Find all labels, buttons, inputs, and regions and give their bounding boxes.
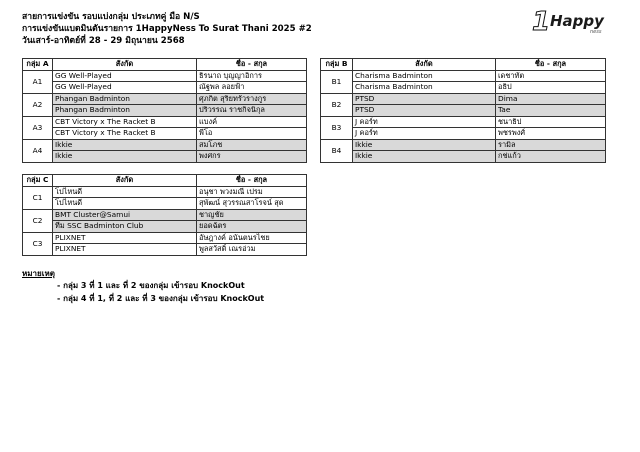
group-label: A3: [23, 116, 53, 139]
club-cell: Ikkie: [353, 139, 496, 151]
table-row: [23, 221, 307, 233]
logo-number: 1: [532, 7, 551, 37]
club-cell: Charisma Badminton: [353, 70, 496, 82]
player-name-cell: ปริวรรณ ราชกิจนิกุล: [197, 105, 307, 117]
group-label: B4: [321, 139, 353, 162]
player-name-cell: ธิรนาถ บุญญาอิการ: [197, 70, 307, 82]
club-cell: Ikkie: [353, 151, 496, 163]
player-name-cell: พีโอ: [197, 128, 307, 140]
club-cell: J คอร์ท: [353, 116, 496, 128]
group-label: B1: [321, 70, 353, 93]
player-name-cell: ชนาธิป: [496, 116, 606, 128]
table-row: [23, 105, 307, 117]
club-cell: Ikkie: [53, 151, 197, 163]
name-header: ชื่อ - สกุล: [197, 59, 307, 71]
club-cell: GG Well-Played: [53, 70, 197, 82]
group-header: กลุ่ม C: [23, 175, 53, 187]
player-name-cell: อธิป: [496, 82, 606, 94]
player-name-cell: ณัฐพล ลอยฟ้า: [197, 82, 307, 94]
note-line-1: - กลุ่ม 3 ที่ 1 และ ที่ 2 ของกลุ่ม เข้ารอบ KnockOut: [57, 281, 245, 290]
club-cell: CBT Victory x The Racket B: [53, 128, 197, 140]
club-cell: โปไหนดี: [53, 186, 197, 198]
player-name-cell: สุพัฒน์ สุวรรณสาโรจน์ สุด: [197, 198, 307, 210]
table-row: [23, 244, 307, 256]
note-line-2: - กลุ่ม 4 ที่ 1, ที่ 2 และ ที่ 3 ของกลุ่ม เข้ารอบ KnockOut: [57, 294, 265, 303]
club-cell: Phangan Badminton: [53, 105, 197, 117]
club-cell: J คอร์ท: [353, 128, 496, 140]
table-row: [321, 93, 606, 105]
notes-title: หมายเหตุ: [22, 269, 55, 278]
club-cell: โปไหนดี: [53, 198, 197, 210]
player-name-cell: อัษฎางค์ อนันตนรไชย: [197, 232, 307, 244]
club-cell: Phangan Badminton: [53, 93, 197, 105]
table-row: [321, 105, 606, 117]
club-cell: BMT Cluster@Samui: [53, 209, 197, 221]
table-row: [23, 70, 307, 82]
group-label: C3: [23, 232, 53, 255]
table-header-row: [321, 59, 606, 71]
group-label: A2: [23, 93, 53, 116]
club-header: สังกัด: [53, 59, 197, 71]
group-c-table: [22, 174, 307, 256]
player-name-cell: พชรพงศ์: [496, 128, 606, 140]
group-b-table: [320, 58, 606, 163]
table-row: [321, 139, 606, 151]
player-name-cell: Tae: [496, 105, 606, 117]
group-label: C2: [23, 209, 53, 232]
club-header: สังกัด: [353, 59, 496, 71]
player-name-cell: เดชาทัต: [496, 70, 606, 82]
table-row: [321, 116, 606, 128]
group-label: C1: [23, 186, 53, 209]
name-header: ชื่อ - สกุล: [496, 59, 606, 71]
table-row: [23, 209, 307, 221]
title-line-2: การแข่งขันแบดมินตันรายการ 1HappyNess To Surat Thani 2025 #2: [22, 24, 312, 34]
club-cell: Charisma Badminton: [353, 82, 496, 94]
table-row: [23, 93, 307, 105]
name-header: ชื่อ - สกุล: [197, 175, 307, 187]
table-row: [23, 116, 307, 128]
table-row: [23, 198, 307, 210]
player-name-cell: ยอดฉัตร: [197, 221, 307, 233]
group-header: กลุ่ม B: [321, 59, 353, 71]
group-label: B2: [321, 93, 353, 116]
club-cell: PTSD: [353, 93, 496, 105]
happyness-logo: [532, 8, 616, 48]
club-header: สังกัด: [53, 175, 197, 187]
club-cell: PLIXNET: [53, 244, 197, 256]
player-name-cell: ชาญชัย: [197, 209, 307, 221]
club-cell: CBT Victory x The Racket B: [53, 116, 197, 128]
player-name-cell: อนุชา พวงมณี เปรม: [197, 186, 307, 198]
club-cell: PLIXNET: [53, 232, 197, 244]
player-name-cell: สมโภช: [197, 139, 307, 151]
club-cell: ทีม SSC Badminton Club: [53, 221, 197, 233]
logo-word: Happy: [550, 12, 604, 30]
table-row: [321, 128, 606, 140]
player-name-cell: กช่แก้ว: [496, 151, 606, 163]
player-name-cell: พงศกร: [197, 151, 307, 163]
date-line: วันเสาร์-อาทิตย์ที่ 28 - 29 มิถุนายน 2568: [22, 36, 185, 46]
table-row: [23, 128, 307, 140]
player-name-cell: ศุภกิต สุริยทรัวรางกูร: [197, 93, 307, 105]
player-name-cell: แบงค์: [197, 116, 307, 128]
logo-sub: ness: [590, 29, 602, 35]
group-label: B3: [321, 116, 353, 139]
table-row: [321, 82, 606, 94]
table-row: [321, 70, 606, 82]
club-cell: PTSD: [353, 105, 496, 117]
table-row: [23, 82, 307, 94]
table-row: [321, 151, 606, 163]
group-a-table: [22, 58, 307, 163]
group-label: A4: [23, 139, 53, 162]
player-name-cell: รามิล: [496, 139, 606, 151]
club-cell: GG Well-Played: [53, 82, 197, 94]
player-name-cell: Dima: [496, 93, 606, 105]
table-row: [23, 186, 307, 198]
group-label: A1: [23, 70, 53, 93]
table-row: [23, 232, 307, 244]
table-row: [23, 139, 307, 151]
table-row: [23, 151, 307, 163]
player-name-cell: พูลสวัสดิ์ เณรอ่วม: [197, 244, 307, 256]
table-header-row: [23, 59, 307, 71]
group-header: กลุ่ม A: [23, 59, 53, 71]
table-header-row: [23, 175, 307, 187]
title-line-1: สายการแข่งขัน รอบแบ่งกลุ่ม ประเภทคู่ มือ N/S: [22, 12, 200, 22]
club-cell: Ikkie: [53, 139, 197, 151]
